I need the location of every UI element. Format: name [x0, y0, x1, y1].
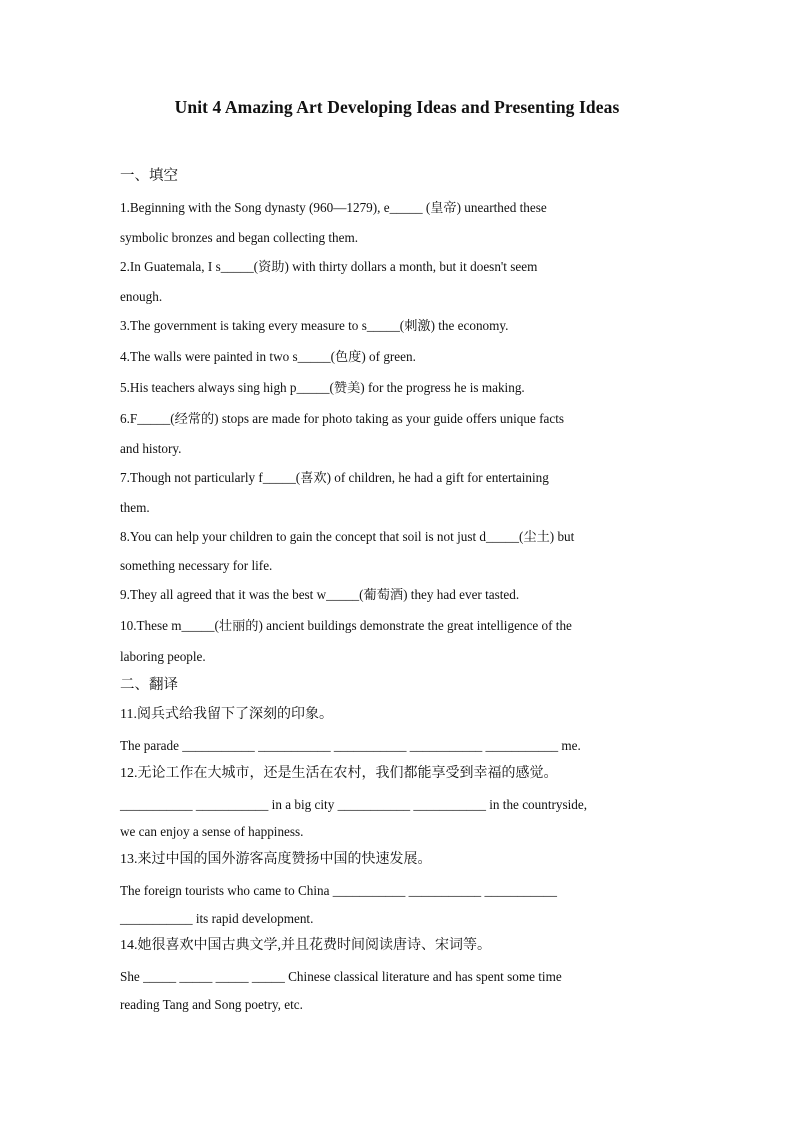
- section-heading-translate: 二、翻译: [120, 677, 178, 693]
- question-line: something necessary for life.: [120, 558, 273, 573]
- translation-answer-line: ___________ its rapid development.: [120, 911, 314, 926]
- translation-answer-line: we can enjoy a sense of happiness.: [120, 824, 304, 839]
- question-line: 2.In Guatemala, I s_____(资助) with thirty dollars a month, but it doesn't seem: [120, 259, 538, 274]
- question-line: 7.Though not particularly f_____(喜欢) of children, he had a gift for entertaining: [120, 470, 549, 485]
- question-line: enough.: [120, 289, 163, 304]
- translation-answer-line: The parade ___________ ___________ ___________ ___________ ___________ me.: [120, 738, 581, 753]
- question-line: and history.: [120, 441, 182, 456]
- question-line: 3.The government is taking every measure to s_____(刺激) the economy.: [120, 318, 509, 333]
- question-line: 6.F_____(经常的) stops are made for photo taking as your guide offers unique facts: [120, 411, 565, 426]
- question-line: laboring people.: [120, 649, 206, 664]
- question-line: symbolic bronzes and began collecting them.: [120, 230, 359, 245]
- translation-prompt: 14.她很喜欢中国古典文学,并且花费时间阅读唐诗、宋词等。: [120, 938, 491, 953]
- question-line: 10.These m_____(壮丽的) ancient buildings demonstrate the great intelligence of the: [120, 618, 572, 633]
- question-line: them.: [120, 500, 150, 515]
- question-line: 9.They all agreed that it was the best w_____(葡萄酒) they had ever tasted.: [120, 587, 520, 602]
- question-line: 8.You can help your children to gain the concept that soil is not just d_____(尘土) but: [120, 529, 575, 544]
- translation-prompt: 11.阅兵式给我留下了深刻的印象。: [120, 707, 333, 722]
- question-line: 4.The walls were painted in two s_____(色度) of green.: [120, 349, 416, 364]
- question-line: 1.Beginning with the Song dynasty (960—1279), e_____ (皇帝) unearthed these: [120, 200, 547, 215]
- translation-answer-line: The foreign tourists who came to China ___________ ___________ ___________: [120, 883, 557, 898]
- section-heading-fill-blank: 一、填空: [120, 168, 178, 184]
- question-line: 5.His teachers always sing high p_____(赞美) for the progress he is making.: [120, 380, 525, 395]
- translation-prompt: 12.无论工作在大城市，还是生活在农村，我们都能享受到幸福的感觉。: [120, 766, 558, 781]
- translation-answer-line: ___________ ___________ in a big city ___________ ___________ in the countryside,: [120, 797, 588, 812]
- translation-answer-line: reading Tang and Song poetry, etc.: [120, 997, 303, 1012]
- translation-prompt: 13.来过中国的国外游客高度赞扬中国的快速发展。: [120, 852, 432, 867]
- translation-answer-line: She _____ _____ _____ _____ Chinese classical literature and has spent some time: [120, 969, 562, 984]
- page-title: Unit 4 Amazing Art Developing Ideas and Presenting Ideas: [174, 97, 620, 117]
